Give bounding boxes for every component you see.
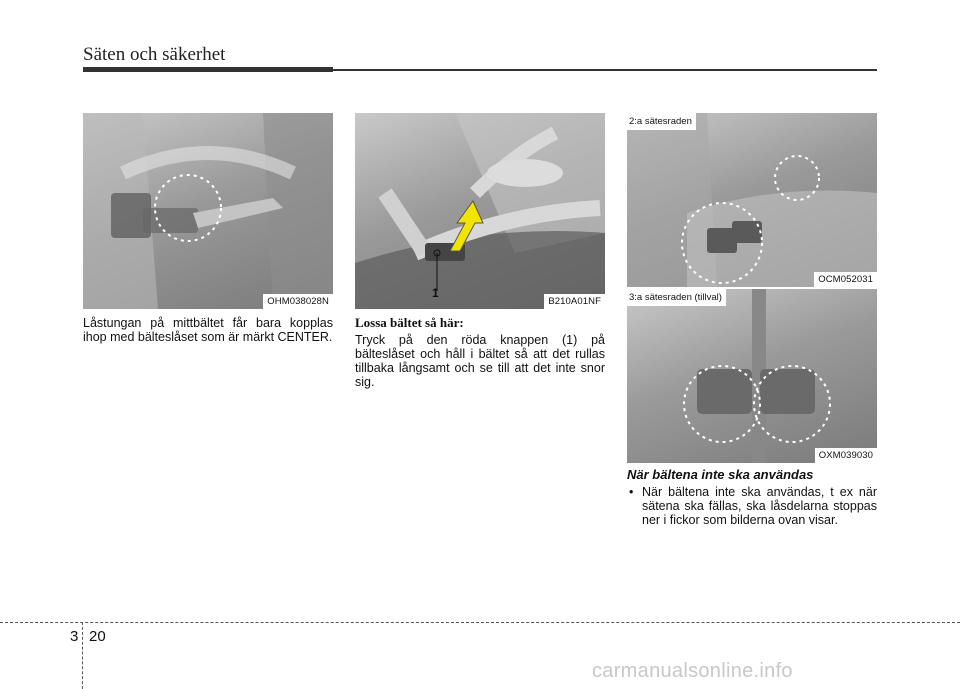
figure-label: 3:a sätesraden (tillval) xyxy=(627,289,726,306)
watermark-text: carmanualsonline.info xyxy=(592,660,793,682)
second-row-illustration xyxy=(627,113,877,287)
column-3-text xyxy=(627,468,877,527)
figure-code: OCM052031 xyxy=(814,272,877,287)
third-row-illustration xyxy=(627,289,877,463)
belt-release-illustration xyxy=(355,113,605,309)
figure-code: OHM038028N xyxy=(263,294,333,309)
figure-label: 2:a sätesraden xyxy=(627,113,696,130)
column-1-text xyxy=(83,316,333,344)
callout-number: 1 xyxy=(432,286,439,300)
header-rule-thin xyxy=(333,69,877,71)
figure-code: B210A01NF xyxy=(544,294,605,309)
column-2-text xyxy=(355,316,605,389)
seat-belt-illustration xyxy=(83,113,333,309)
section-subhead: Lossa bältet så här: xyxy=(355,315,464,330)
chapter-number: 3 xyxy=(70,628,79,645)
section-subhead: När bältena inte ska användas xyxy=(627,467,814,482)
footer-divider xyxy=(82,622,83,689)
page-header-title: Säten och säkerhet xyxy=(83,44,226,65)
bullet-item: • När bältena inte ska användas, t ex när sätena ska fällas, ska låsdelarna stoppas ner i fickor som bilderna ovan visar. xyxy=(627,485,877,527)
figure-belt-release xyxy=(355,113,605,309)
body-paragraph: Tryck på den röda knappen (1) på bälteslåset och håll i bältet så att det rullas tillbaka långsamt och se till att det inte snor sig. xyxy=(355,333,605,389)
body-paragraph: Låstungan på mittbältet får bara kopplas ihop med bälteslåset som är märkt CENTER. xyxy=(83,316,333,344)
header-rule-thick xyxy=(83,67,333,72)
figure-center-belt-buckle xyxy=(83,113,333,309)
figure-third-row-stowage xyxy=(627,289,877,463)
figure-code: OXM039030 xyxy=(815,448,877,463)
footer-rule xyxy=(0,622,960,623)
page-number: 20 xyxy=(89,628,106,645)
figure-second-row-stowage xyxy=(627,113,877,287)
